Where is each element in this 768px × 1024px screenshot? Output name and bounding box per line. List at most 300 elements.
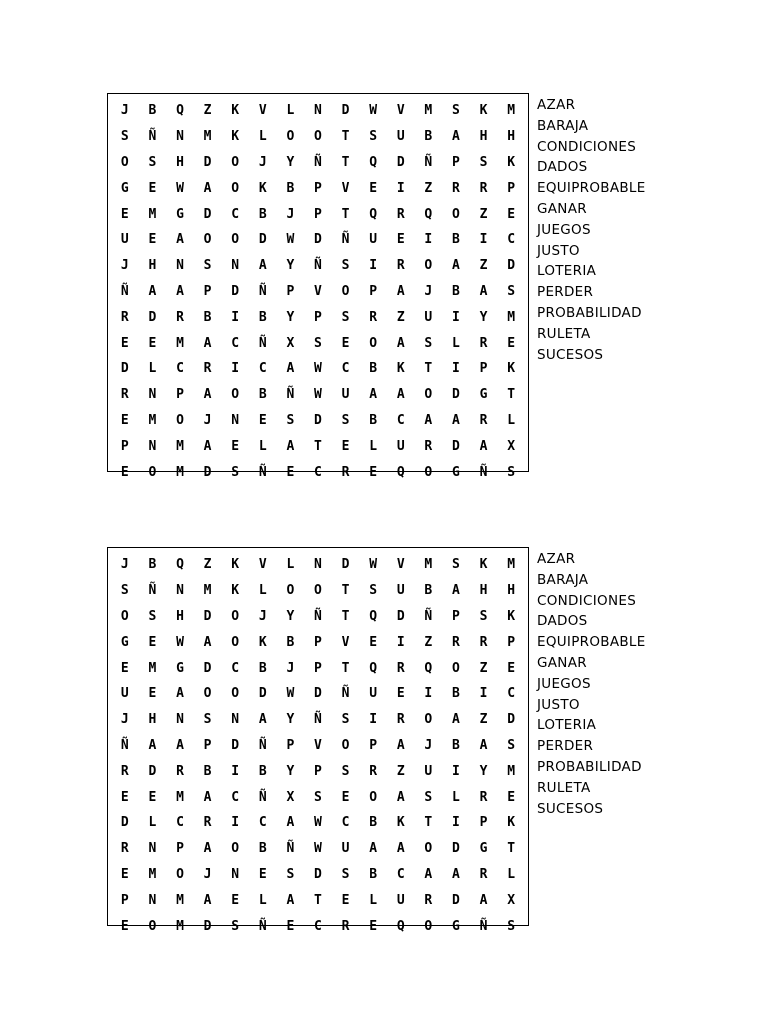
grid-cell: D	[507, 712, 516, 728]
grid-row	[111, 382, 525, 408]
grid-cell: B	[369, 815, 378, 831]
grid-cell: A	[479, 283, 488, 299]
grid-cell: W	[314, 387, 322, 403]
grid-cell: R	[479, 866, 488, 882]
grid-cell: K	[258, 180, 267, 196]
grid-cell: A	[396, 841, 405, 857]
grid-cell: G	[120, 180, 129, 196]
grid-cell: M	[148, 412, 157, 428]
grid-cell: K	[507, 361, 516, 377]
grid-cell: U	[424, 309, 433, 325]
grid-cell: I	[424, 686, 433, 702]
grid-cell: L	[148, 815, 157, 831]
grid-cell: B	[203, 763, 212, 779]
grid-cell: C	[314, 464, 322, 480]
grid-cell: A	[286, 361, 295, 377]
grid-cell: P	[314, 634, 322, 650]
grid-cell: B	[286, 180, 295, 196]
grid-cell: D	[507, 258, 516, 274]
grid-cell: S	[286, 866, 295, 882]
grid-cell: X	[286, 335, 295, 351]
grid-cell: O	[424, 712, 433, 728]
grid-cell: R	[479, 335, 488, 351]
word-list-item: PROBABILIDAD	[537, 758, 642, 775]
grid-cell: N	[314, 103, 322, 119]
grid-cell: Z	[203, 557, 212, 573]
grid-row	[111, 459, 525, 485]
grid-row	[111, 124, 525, 150]
grid-cell: E	[231, 892, 240, 908]
grid-cell: A	[424, 412, 433, 428]
grid-cell: X	[507, 438, 516, 454]
grid-row	[111, 356, 525, 382]
grid-cell: O	[369, 335, 378, 351]
grid-cell: Q	[396, 918, 405, 934]
grid-cell: D	[452, 438, 460, 454]
grid-cell: R	[452, 634, 460, 650]
grid-cell: S	[341, 258, 350, 274]
grid-cell: D	[258, 232, 267, 248]
grid-cell: L	[507, 412, 516, 428]
grid-cell: T	[507, 841, 516, 857]
grid-cell: K	[231, 129, 240, 145]
word-list-item: JUSTO	[537, 242, 580, 259]
grid-cell: C	[396, 866, 405, 882]
grid-cell: Y	[286, 763, 295, 779]
grid-cell: L	[286, 557, 295, 573]
grid-cell: A	[479, 737, 488, 753]
grid-cell: H	[148, 712, 157, 728]
grid-cell: A	[258, 712, 267, 728]
word-list-item: DADOS	[537, 159, 588, 176]
grid-cell: E	[341, 892, 350, 908]
grid-cell: W	[369, 103, 378, 119]
word-list	[537, 549, 646, 819]
grid-cell: S	[203, 712, 212, 728]
grid-cell: C	[341, 361, 350, 377]
grid-cell: S	[314, 789, 322, 805]
grid-cell: A	[396, 335, 405, 351]
grid-cell: M	[507, 309, 516, 325]
grid-cell: Q	[424, 660, 433, 676]
grid-cell: S	[341, 309, 350, 325]
grid-cell: D	[452, 841, 460, 857]
grid-cell: W	[314, 815, 322, 831]
grid-cell: D	[203, 918, 212, 934]
grid-cell: I	[452, 763, 460, 779]
grid-cell: S	[507, 918, 516, 934]
grid-cell: I	[452, 361, 460, 377]
grid-cell: S	[231, 918, 240, 934]
grid-cell: E	[120, 206, 129, 222]
grid-cell: P	[452, 608, 460, 624]
grid-cell: O	[120, 608, 129, 624]
grid-cell: H	[507, 129, 516, 145]
grid-cell: G	[176, 206, 184, 222]
grid-cell: R	[479, 789, 488, 805]
grid-cell: R	[479, 412, 488, 428]
grid-cell: P	[120, 892, 129, 908]
grid-cell: B	[148, 557, 157, 573]
grid-cell: K	[479, 103, 488, 119]
grid-cell: D	[203, 608, 212, 624]
grid-cell: Ñ	[148, 129, 157, 145]
grid-cell: Ñ	[258, 283, 267, 299]
grid-cell: R	[396, 712, 405, 728]
grid-cell: S	[341, 866, 350, 882]
grid-cell: O	[424, 387, 433, 403]
grid-cell: R	[203, 361, 212, 377]
word-list-item: EQUIPROBABLE	[537, 634, 646, 651]
grid-cell: U	[120, 686, 129, 702]
grid-row	[111, 175, 525, 201]
grid-cell: M	[176, 438, 184, 454]
grid-cell: G	[176, 660, 184, 676]
grid-cell: S	[369, 129, 378, 145]
grid-cell: Q	[176, 557, 184, 573]
grid-cell: N	[231, 412, 240, 428]
grid-cell: D	[120, 815, 129, 831]
letter-grid	[107, 93, 529, 480]
grid-cell: O	[231, 686, 240, 702]
grid-row	[111, 433, 525, 459]
grid-cell: Q	[176, 103, 184, 119]
grid-cell: K	[396, 361, 405, 377]
grid-row	[111, 201, 525, 227]
grid-cell: P	[507, 634, 516, 650]
grid-cell: C	[341, 815, 350, 831]
grid-cell: R	[479, 634, 488, 650]
grid-cell: Z	[479, 206, 488, 222]
grid-cell: A	[479, 892, 488, 908]
grid-cell: P	[120, 438, 129, 454]
grid-cell: D	[258, 686, 267, 702]
grid-cell: Ñ	[424, 608, 433, 624]
grid-cell: L	[258, 438, 267, 454]
grid-cell: O	[231, 608, 240, 624]
grid-cell: C	[258, 361, 267, 377]
word-list-item: EQUIPROBABLE	[537, 180, 646, 197]
grid-cell: O	[176, 412, 184, 428]
grid-cell: V	[314, 283, 322, 299]
grid-cell: S	[203, 258, 212, 274]
grid-cell: A	[286, 438, 295, 454]
word-list-item: JUSTO	[537, 696, 580, 713]
grid-cell: B	[258, 660, 267, 676]
grid-cell: R	[424, 438, 433, 454]
grid-cell: M	[176, 464, 184, 480]
grid-row	[111, 707, 525, 733]
grid-cell: M	[203, 583, 212, 599]
grid-cell: A	[203, 634, 212, 650]
grid-cell: Z	[424, 634, 433, 650]
grid-cell: T	[341, 660, 350, 676]
grid-row	[111, 655, 525, 681]
grid-cell: T	[507, 387, 516, 403]
grid-cell: O	[314, 583, 322, 599]
grid-cell: I	[479, 232, 488, 248]
grid-cell: O	[341, 283, 350, 299]
grid-cell: P	[369, 737, 378, 753]
grid-row	[111, 862, 525, 888]
grid-cell: E	[369, 634, 378, 650]
grid-cell: Z	[396, 763, 405, 779]
grid-cell: N	[176, 258, 184, 274]
grid-cell: S	[148, 154, 157, 170]
grid-cell: E	[120, 335, 129, 351]
grid-cell: E	[341, 438, 350, 454]
grid-cell: J	[120, 103, 129, 119]
grid-cell: R	[341, 464, 350, 480]
grid-cell: D	[148, 309, 157, 325]
grid-cell: A	[176, 737, 184, 753]
word-list-item: BARAJA	[537, 117, 589, 134]
grid-cell: D	[341, 557, 350, 573]
grid-cell: T	[341, 608, 350, 624]
grid-cell: Z	[424, 180, 433, 196]
grid-cell: V	[314, 737, 322, 753]
grid-cell: E	[120, 412, 129, 428]
grid-cell: P	[203, 737, 212, 753]
grid-cell: C	[507, 686, 516, 702]
grid-cell: A	[479, 438, 488, 454]
grid-cell: O	[203, 232, 212, 248]
grid-cell: P	[176, 841, 184, 857]
grid-cell: B	[452, 232, 460, 248]
grid-cell: C	[258, 815, 267, 831]
grid-cell: C	[231, 335, 240, 351]
word-list-item: CONDICIONES	[537, 138, 637, 155]
grid-cell: I	[396, 180, 405, 196]
grid-cell: I	[231, 361, 240, 377]
grid-row	[111, 408, 525, 434]
grid-cell: E	[396, 232, 405, 248]
grid-cell: E	[120, 660, 129, 676]
grid-cell: K	[231, 103, 240, 119]
grid-cell: D	[231, 283, 240, 299]
grid-cell: Q	[369, 206, 378, 222]
grid-cell: W	[369, 557, 378, 573]
grid-cell: S	[120, 583, 129, 599]
grid-cell: L	[258, 129, 267, 145]
grid-cell: N	[148, 841, 157, 857]
grid-cell: E	[120, 866, 129, 882]
grid-cell: E	[148, 335, 157, 351]
grid-cell: E	[148, 180, 157, 196]
grid-cell: K	[258, 634, 267, 650]
grid-cell: M	[176, 892, 184, 908]
grid-cell: H	[148, 258, 157, 274]
grid-cell: Ñ	[314, 258, 322, 274]
grid-cell: A	[286, 815, 295, 831]
grid-cell: Ñ	[258, 789, 267, 805]
grid-row	[111, 253, 525, 279]
grid-cell: Ñ	[286, 841, 295, 857]
word-list-item: CONDICIONES	[537, 592, 637, 609]
grid-cell: V	[258, 557, 267, 573]
grid-cell: S	[507, 283, 516, 299]
grid-cell: O	[231, 180, 240, 196]
grid-cell: B	[424, 583, 433, 599]
grid-row	[111, 836, 525, 862]
grid-cell: S	[286, 412, 295, 428]
grid-cell: G	[452, 464, 460, 480]
grid-cell: S	[507, 737, 516, 753]
grid-cell: Ñ	[286, 387, 295, 403]
grid-cell: O	[452, 660, 460, 676]
grid-row	[111, 681, 525, 707]
grid-cell: Ñ	[258, 737, 267, 753]
grid-cell: Y	[286, 258, 295, 274]
word-list-item: DADOS	[537, 613, 588, 630]
grid-cell: J	[120, 712, 129, 728]
grid-cell: U	[341, 841, 350, 857]
grid-cell: A	[203, 335, 212, 351]
grid-cell: A	[396, 737, 405, 753]
grid-cell: T	[314, 892, 322, 908]
grid-cell: B	[286, 634, 295, 650]
grid-cell: O	[231, 841, 240, 857]
grid-cell: L	[148, 361, 157, 377]
grid-cell: E	[341, 789, 350, 805]
grid-cell: K	[231, 557, 240, 573]
grid-cell: I	[396, 634, 405, 650]
grid-cell: L	[452, 789, 460, 805]
grid-cell: A	[148, 283, 157, 299]
grid-cell: Q	[369, 660, 378, 676]
grid-cell: I	[479, 686, 488, 702]
grid-cell: S	[452, 103, 460, 119]
word-list-item: SUCESOS	[537, 800, 604, 817]
grid-cell: Ñ	[148, 583, 157, 599]
grid-cell: X	[507, 892, 516, 908]
grid-cell: R	[120, 387, 129, 403]
grid-cell: U	[396, 892, 405, 908]
grid-cell: I	[231, 815, 240, 831]
grid-cell: D	[203, 660, 212, 676]
grid-cell: S	[452, 557, 460, 573]
grid-cell: E	[231, 438, 240, 454]
grid-cell: A	[396, 789, 405, 805]
grid-cell: P	[314, 763, 322, 779]
grid-row	[111, 758, 525, 784]
grid-cell: Ñ	[120, 283, 129, 299]
grid-cell: A	[286, 892, 295, 908]
grid-cell: T	[341, 129, 350, 145]
grid-cell: K	[479, 557, 488, 573]
grid-cell: O	[231, 232, 240, 248]
grid-cell: H	[479, 583, 488, 599]
grid-cell: E	[341, 335, 350, 351]
grid-cell: A	[452, 712, 460, 728]
grid-cell: A	[452, 129, 460, 145]
grid-cell: O	[314, 129, 322, 145]
grid-cell: A	[424, 866, 433, 882]
grid-cell: S	[507, 464, 516, 480]
grid-cell: Z	[479, 712, 488, 728]
grid-cell: Ñ	[424, 154, 433, 170]
grid-cell: N	[231, 866, 240, 882]
grid-cell: A	[396, 387, 405, 403]
grid-cell: Ñ	[258, 464, 267, 480]
grid-cell: C	[314, 918, 322, 934]
grid-cell: A	[369, 387, 378, 403]
grid-cell: R	[120, 763, 129, 779]
grid-row	[111, 887, 525, 913]
grid-cell: M	[424, 103, 433, 119]
grid-cell: E	[148, 232, 157, 248]
grid-cell: Y	[286, 712, 295, 728]
grid-cell: E	[507, 789, 516, 805]
grid-cell: P	[176, 387, 184, 403]
grid-cell: W	[286, 686, 295, 702]
grid-cell: O	[203, 686, 212, 702]
word-list-item: JUEGOS	[537, 675, 591, 692]
grid-cell: N	[148, 892, 157, 908]
grid-cell: W	[176, 634, 184, 650]
grid-cell: E	[369, 180, 378, 196]
grid-cell: J	[424, 283, 433, 299]
grid-cell: V	[341, 180, 350, 196]
grid-cell: M	[148, 206, 157, 222]
grid-cell: J	[258, 154, 267, 170]
grid-cell: D	[452, 387, 460, 403]
grid-cell: B	[258, 309, 267, 325]
grid-cell: V	[396, 103, 405, 119]
grid-cell: R	[176, 763, 184, 779]
grid-cell: U	[396, 129, 405, 145]
grid-cell: M	[507, 103, 516, 119]
grid-cell: Y	[479, 763, 488, 779]
grid-cell: N	[231, 258, 240, 274]
grid-cell: S	[424, 335, 433, 351]
grid-cell: B	[369, 412, 378, 428]
grid-cell: G	[479, 387, 488, 403]
grid-row	[111, 98, 525, 124]
grid-cell: M	[203, 129, 212, 145]
grid-cell: T	[314, 438, 322, 454]
grid-cell: N	[176, 129, 184, 145]
grid-cell: S	[479, 154, 488, 170]
grid-cell: A	[203, 892, 212, 908]
grid-cell: O	[231, 634, 240, 650]
grid-cell: J	[258, 608, 267, 624]
word-search-puzzle-2	[107, 547, 747, 934]
grid-row	[111, 227, 525, 253]
grid-cell: E	[369, 464, 378, 480]
grid-cell: R	[203, 815, 212, 831]
grid-cell: H	[176, 608, 184, 624]
grid-cell: D	[203, 154, 212, 170]
grid-cell: P	[314, 660, 322, 676]
grid-cell: I	[452, 815, 460, 831]
grid-cell: C	[507, 232, 516, 248]
letter-grid	[107, 547, 529, 934]
grid-cell: C	[231, 206, 240, 222]
grid-cell: A	[396, 283, 405, 299]
grid-cell: A	[203, 180, 212, 196]
grid-cell: V	[258, 103, 267, 119]
grid-cell: O	[120, 154, 129, 170]
grid-cell: D	[396, 154, 405, 170]
grid-cell: P	[286, 737, 295, 753]
grid-cell: Y	[286, 608, 295, 624]
grid-cell: Ñ	[314, 712, 322, 728]
grid-cell: D	[314, 686, 322, 702]
grid-cell: Z	[479, 660, 488, 676]
grid-cell: P	[314, 309, 322, 325]
grid-cell: E	[120, 918, 129, 934]
